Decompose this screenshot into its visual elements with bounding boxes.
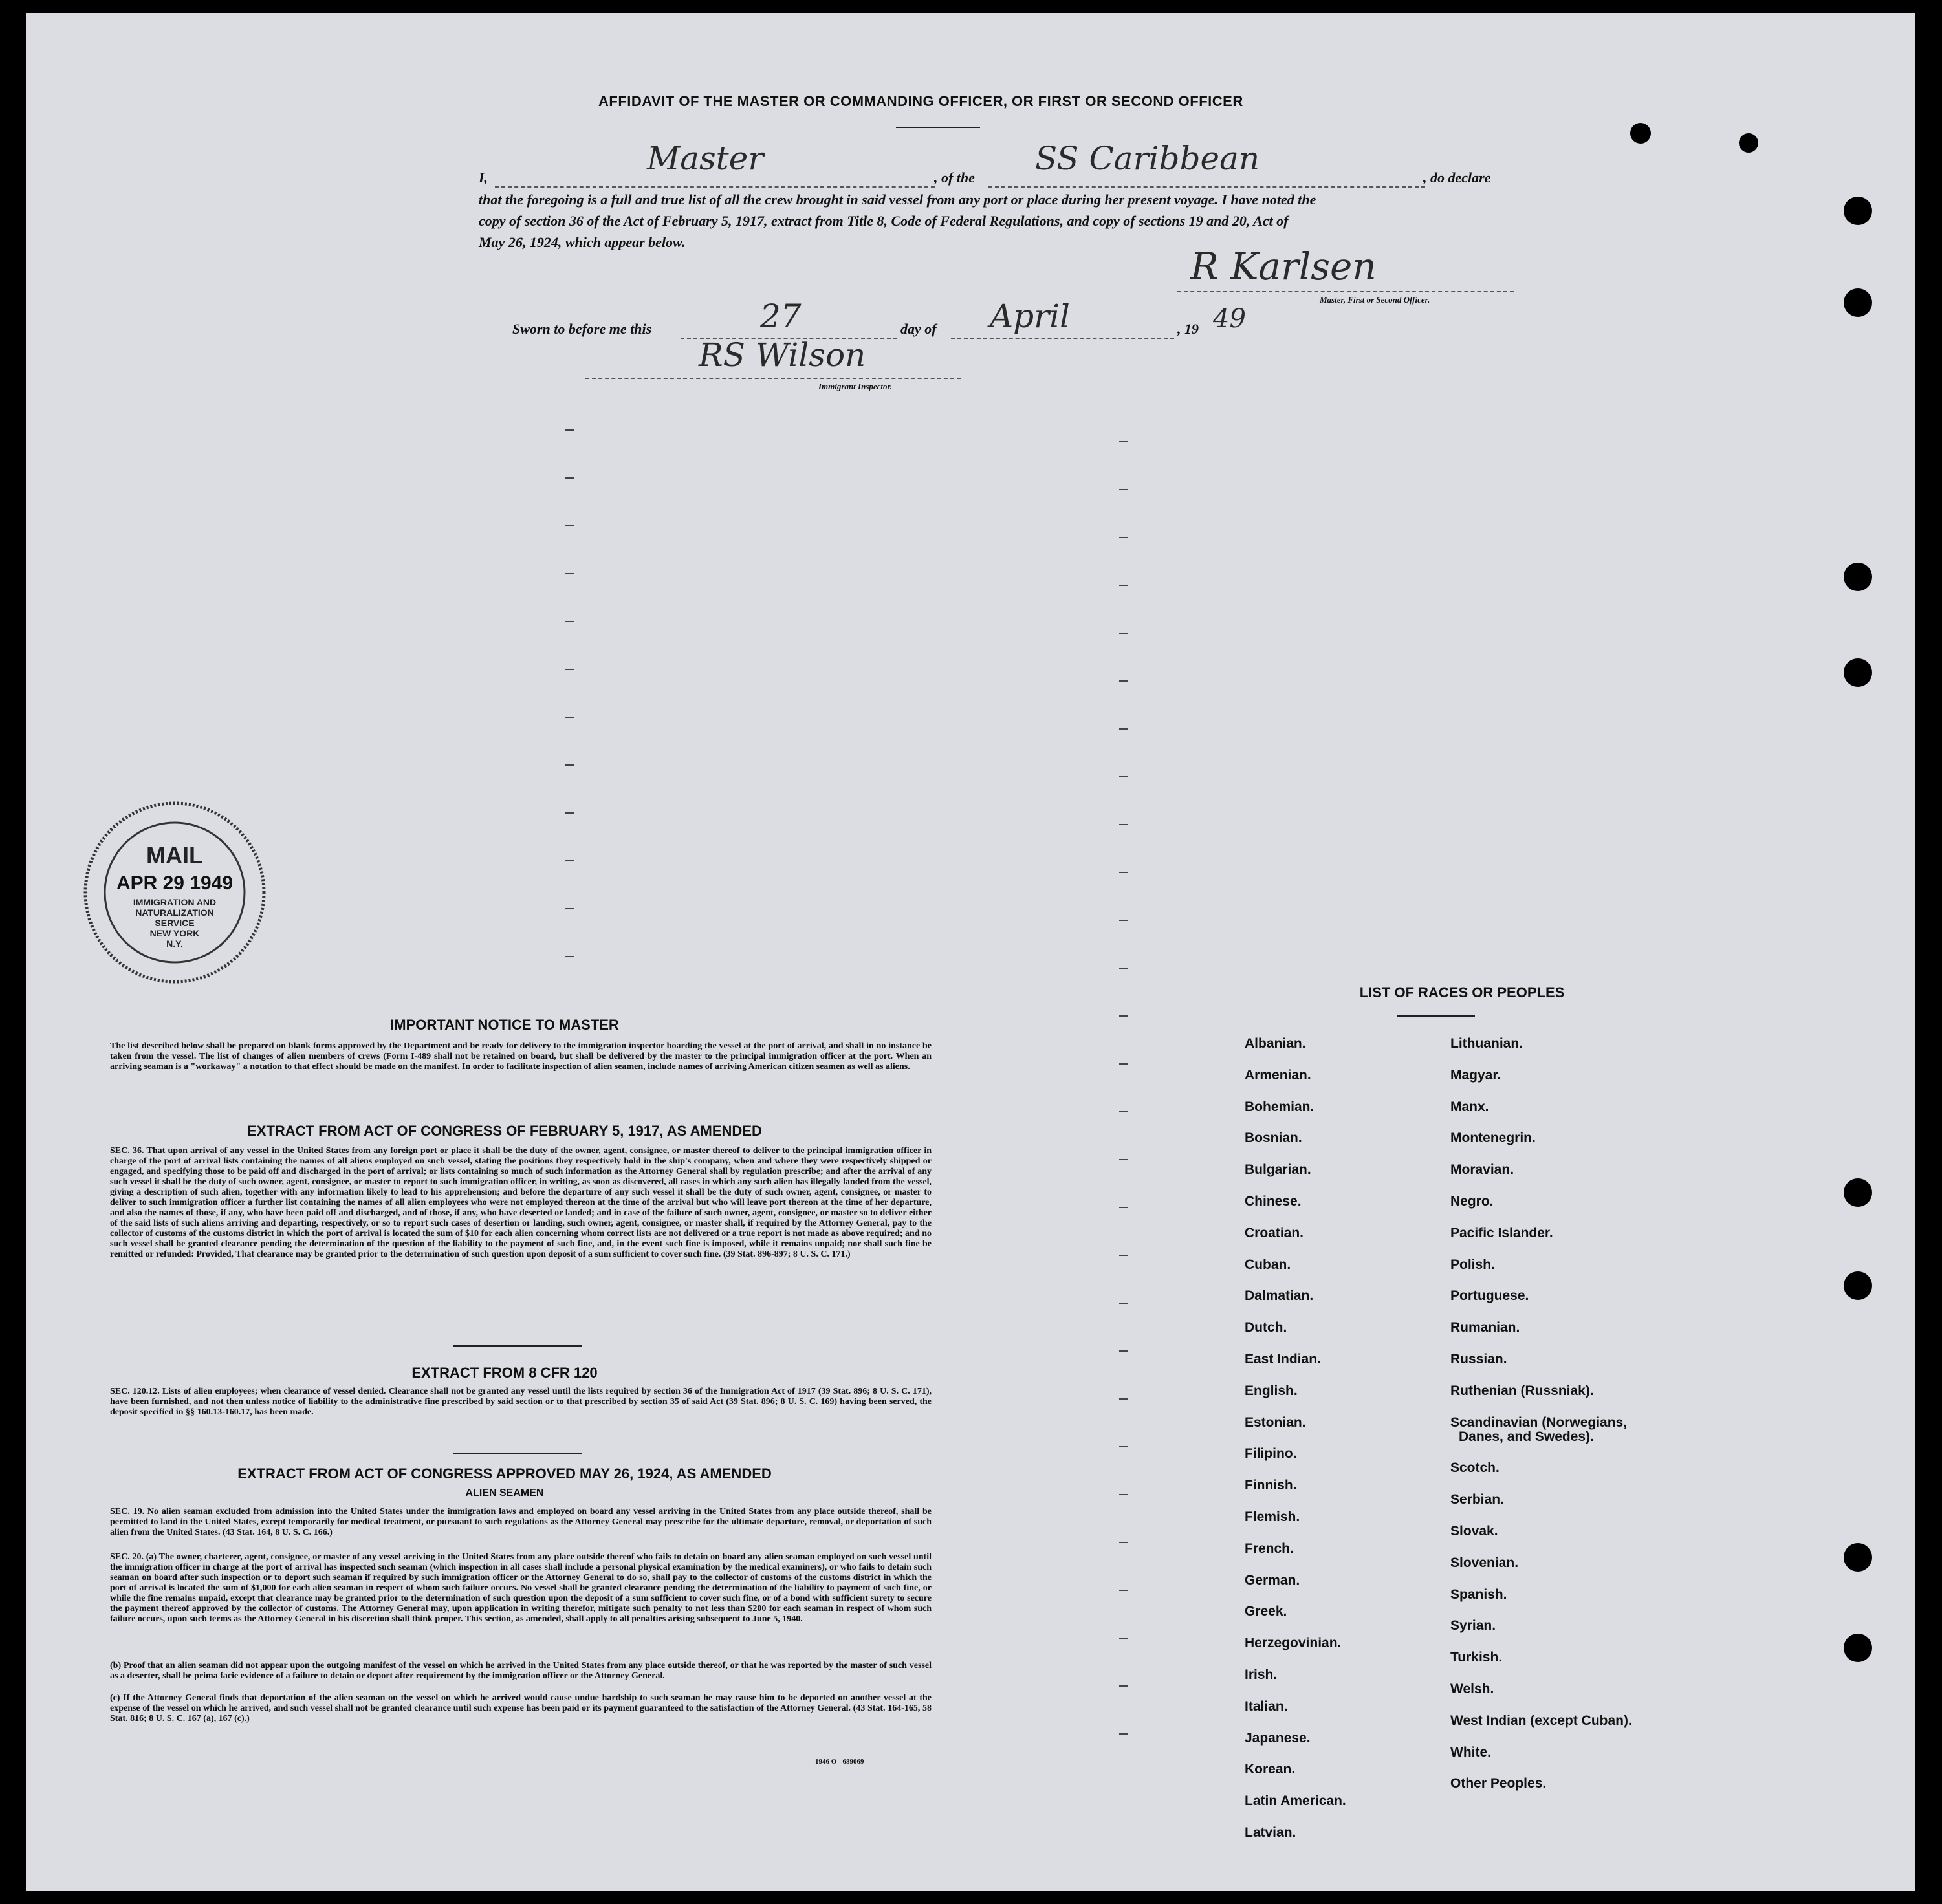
race-item: Syrian. (1450, 1618, 1496, 1634)
tick-mark (1119, 1063, 1128, 1065)
stamp-line6: NEW YORK (149, 928, 200, 938)
sec-20b-body: (b) Proof that an alien seaman did not appear upon the outgoing manifest of the vessel on which he arrived in the United States from any place outside thereof, or that he was reported by the master of such vessel as a deserter, shall be prima facie evidence of a failure to detain or deport after requirement by the immigration officer or the Attorney General. (110, 1661, 932, 1681)
tick-mark (1119, 968, 1128, 969)
tick-mark (1119, 1303, 1128, 1304)
i-label: I, (479, 169, 488, 186)
document-page (26, 13, 1915, 1891)
tick-mark (1119, 1398, 1128, 1400)
tick-mark (1119, 1446, 1128, 1447)
affidavit-text-1: that the foregoing is a full and true list of all the crew brought in said vessel from any port or place during her present voyage. I have noted the (479, 191, 1316, 208)
inspector-line (585, 378, 961, 379)
race-item: Other Peoples. (1450, 1776, 1547, 1791)
of-the-label: , of the (934, 169, 975, 186)
small-dot (1630, 123, 1651, 144)
tick-mark (1119, 441, 1128, 442)
race-item: French. (1245, 1541, 1294, 1556)
race-item: Japanese. (1245, 1730, 1311, 1746)
race-item: English. (1245, 1383, 1298, 1398)
race-item: East Indian. (1245, 1352, 1321, 1367)
race-item: Manx. (1450, 1099, 1489, 1114)
race-item: Portuguese. (1450, 1288, 1529, 1304)
inspector-signature: RS Wilson (699, 336, 866, 374)
year-handwritten: 49 (1213, 304, 1246, 334)
race-item: Moravian. (1450, 1162, 1514, 1178)
race-item: Pacific Islander. (1450, 1225, 1553, 1240)
tick-mark (1119, 920, 1128, 921)
tick-mark (1119, 1494, 1128, 1495)
tick-mark (1119, 1542, 1128, 1543)
race-item: Ruthenian (Russniak). (1450, 1383, 1594, 1398)
section-divider (453, 1345, 582, 1347)
stamp-line3: IMMIGRATION AND (133, 897, 217, 907)
extract-cfr-title: EXTRACT FROM 8 CFR 120 (411, 1365, 598, 1381)
tick-mark (1119, 728, 1128, 730)
race-item: Scotch. (1450, 1460, 1500, 1476)
section-divider (453, 1453, 582, 1454)
tick-mark (1119, 1590, 1128, 1591)
race-item: Danes, and Swedes). (1459, 1429, 1594, 1445)
race-item: Lithuanian. (1450, 1036, 1523, 1051)
race-item: Dutch. (1245, 1320, 1287, 1336)
master-signature: R Karlsen (1190, 244, 1377, 288)
tick-mark (1119, 1733, 1128, 1735)
race-item: Scandinavian (Norwegians, (1450, 1414, 1628, 1430)
race-item: Irish. (1245, 1667, 1278, 1682)
month-handwritten: April (990, 298, 1070, 335)
tick-mark (1119, 1350, 1128, 1352)
stamp-line4: NATURALIZATION (135, 907, 214, 918)
race-item: Cuban. (1245, 1257, 1291, 1272)
race-item: Russian. (1450, 1352, 1507, 1367)
binder-hole (1844, 197, 1872, 225)
binder-hole (1844, 1543, 1872, 1572)
sec-19-body: SEC. 19. No alien seaman excluded from admission into the United States under the immigration laws and employed on board any vessel arriving in the United States from any place outside thereof, shall be permitted to land in the United States, except temporarily for medical treatment, or pursuant to such regulations as the Attorney General may prescribe for the ultimate departure, removal, or deportation of such alien from the United States. (43 Stat. 164, 8 U. S. C. 166.) (110, 1507, 932, 1537)
tick-mark (565, 621, 574, 622)
race-item: Flemish. (1245, 1509, 1300, 1524)
race-item: Latvian. (1245, 1825, 1296, 1840)
small-dot (1739, 133, 1758, 153)
inspector-caption: Immigrant Inspector. (818, 382, 893, 391)
extract-1924-title: EXTRACT FROM ACT OF CONGRESS APPROVED MAY 26, 1924, AS AMENDED (237, 1466, 772, 1482)
master-handwritten: Master (647, 140, 764, 177)
binder-hole (1844, 288, 1872, 317)
stamp-date: APR 29 1949 (116, 872, 234, 894)
do-declare-label: , do declare (1423, 169, 1491, 186)
signature-caption: Master, First or Second Officer. (1320, 295, 1430, 305)
affidavit-text-2: copy of section 36 of the Act of February 5, 1917, extract from Title 8, Code of Federal Regulations, and copy of sections 19 and 20, Act of (479, 213, 1289, 229)
tick-mark (1119, 1207, 1128, 1208)
sec-20c-body: (c) If the Attorney General finds that deportation of the alien seaman on the vessel on which he arrived would cause undue hardship to such seaman he may cause him to be deported on another vessel at the expense of the vessel on which he arrived, and such vessel shall not be granted clearance until such expense has been paid or its payment guaranteed to the satisfaction of the Attorney General. (43 Stat. 164-165, 58 Stat. 816; 8 U. S. C. 167 (a), 167 (c).) (110, 1693, 932, 1724)
month-blank-line (951, 338, 1174, 339)
extract-1917-title: EXTRACT FROM ACT OF CONGRESS OF FEBRUARY 5, 1917, AS AMENDED (247, 1123, 762, 1139)
races-title: LIST OF RACES OR PEOPLES (1359, 984, 1565, 1001)
race-item: White. (1450, 1744, 1491, 1760)
race-item: Armenian. (1245, 1067, 1311, 1083)
print-code: 1946 O - 689069 (815, 1758, 864, 1766)
tick-mark (1119, 1015, 1128, 1017)
vessel-handwritten: SS Caribbean (1035, 140, 1260, 177)
race-item: Slovenian. (1450, 1555, 1519, 1570)
day-of-label: day of (900, 321, 937, 337)
tick-mark (1119, 1159, 1128, 1160)
sworn-label: Sworn to before me this (512, 321, 652, 337)
day-handwritten: 27 (760, 298, 802, 335)
title-underline (896, 127, 980, 128)
tick-mark (1119, 489, 1128, 490)
tick-mark (565, 669, 574, 670)
race-item: Herzegovinian. (1245, 1636, 1342, 1651)
sec-20a-body: SEC. 20. (a) The owner, charterer, agent, consignee, or master of any vessel arriving in the United States from any place outside thereof who fails to detain on board any alien seaman employed on such vessel until the immigration officer in charge at the port of arrival has inspected such seaman (which inspection in all cases shall include a personal physical examination by the medical examiners), or who fails to detain such seaman on board after such inspection or to deport such seaman if required by such immigration officer or the Attorney General to do so, shall pay to the collector of customs of the customs district in which the port of arrival is located the sum of $1,000 for each alien seaman in respect of whom such failure occurs. No vessel shall be granted clearance pending the determination of the liability to payment of such fine, or while the fine remains unpaid, except that clearance may be granted prior to the determination of such question upon the deposit of a sum sufficient to cover such fine, or of a bond with sufficient surety to secure the payment thereof approved by the collector of customs. The Attorney General may, upon application in writing therefor, mitigate such penalty to not less than $200 for each seaman in respect of whom such failure occurs, upon such terms as the Attorney General in his discretion shall think proper. This section, as amended, shall apply to all penalties arising subsequent to June 5, 1940. (110, 1552, 932, 1624)
tick-mark (565, 812, 574, 814)
tick-mark (565, 860, 574, 861)
race-item: Rumanian. (1450, 1320, 1520, 1336)
stamp-mail: MAIL (146, 842, 203, 869)
tick-mark (1119, 1255, 1128, 1256)
race-item: German. (1245, 1572, 1300, 1588)
tick-mark (1119, 1111, 1128, 1112)
race-item: Finnish. (1245, 1478, 1297, 1493)
tick-mark (565, 908, 574, 909)
tick-mark (565, 525, 574, 526)
binder-hole (1844, 563, 1872, 591)
extract-cfr-body: SEC. 120.12. Lists of alien employees; when clearance of vessel denied. Clearance shall not be granted any vessel until the lists required by section 36 of the Immigration Act of 1917 (39 Stat. 896; 8 U. S. C. 171), have been furnished, and not then unless notice of liability to the administrative fine prescribed by said section or to that prescribed by section 35 of said Act (39 Stat. 896; 8 U. S. C. 169) having been served, the deposit specified in §§ 160.13-160.17, has been made. (110, 1387, 932, 1417)
tick-mark (1119, 537, 1128, 538)
race-item: Croatian. (1245, 1225, 1304, 1240)
alien-seamen-subtitle: ALIEN SEAMEN (465, 1488, 544, 1498)
binder-hole (1844, 1271, 1872, 1300)
tick-mark (1119, 1638, 1128, 1639)
tick-mark (1119, 633, 1128, 634)
race-item: Magyar. (1450, 1067, 1501, 1083)
races-underline (1397, 1015, 1475, 1017)
vessel-blank-line (988, 186, 1425, 188)
year-prefix: , 19 (1177, 321, 1199, 337)
extract-1917-body: SEC. 36. That upon arrival of any vessel in the United States from any foreign port or place it shall be the duty of the owner, agent, consignee, or master thereof to deliver to the principal immigration officer in charge of the port of arrival lists containing the names of all aliens employed on such vessel, stating the positions they respectively hold in the ship's company, when and where they were respectively shipped or engaged, and specifying those to be paid off and discharged in the port of arrival; or lists containing so much of such information as the Attorney General shall by regulation prescribe; and after the arrival of any such vessel it shall be the duty of such owner, agent, consignee, or master to report to such immigration officer, in writing, as soon as discovered, all cases in which any such alien has illegally landed from the vessel, giving a description of such alien, together with any information likely to lead to his apprehension; and before the departure of any such vessel it shall be the duty of such owner, agent, consignee, or master to deliver to such immigration officer a further list containing the names of all alien employees who were not employed thereon at the time of the arrival but who will leave port thereon at the time of her departure, and also the names of those, if any, who have been paid off and discharged, and of those, if any, who have deserted or landed; and in case of the failure of such owner, agent, consignee, or master so to deliver either of the said lists of such aliens arriving and departing, respectively, or so to report such cases of desertion or landing, such owner, agent, consignee, or master shall, if required by the Attorney General, pay to the collector of customs of the customs district in which the port of arrival is located the sum of $10 for each alien concerning whom correct lists are not delivered or a true report is not made as above required; and no such vessel shall be granted clearance pending the determination of the question of the liability to the payment of such fine, and, in the event such fine is imposed, while it remains unpaid; nor shall such fine be remitted or refunded: Provided, That clearance may be granted prior to the determination of such question upon deposit of a sum sufficient to cover such fine. (39 Stat. 896-897; 8 U. S. C. 171.) (110, 1146, 932, 1259)
tick-mark (565, 477, 574, 479)
tick-mark (565, 429, 574, 431)
race-item: Bohemian. (1245, 1099, 1315, 1114)
race-item: Spanish. (1450, 1586, 1507, 1602)
race-item: Dalmatian. (1245, 1288, 1314, 1304)
tick-mark (565, 717, 574, 718)
race-item: Latin American. (1245, 1793, 1346, 1809)
race-item: Korean. (1245, 1762, 1296, 1777)
mail-received-stamp (78, 795, 272, 990)
race-item: Serbian. (1450, 1492, 1504, 1508)
stamp-line5: SERVICE (155, 918, 195, 928)
race-item: Montenegrin. (1450, 1130, 1536, 1146)
race-item: Welsh. (1450, 1682, 1494, 1696)
notice-title: IMPORTANT NOTICE TO MASTER (390, 1017, 619, 1033)
affidavit-title: AFFIDAVIT OF THE MASTER OR COMMANDING OFFICER, OR FIRST OR SECOND OFFICER (598, 93, 1243, 109)
tick-mark (565, 956, 574, 957)
race-item: Polish. (1450, 1257, 1495, 1272)
name-blank-line (495, 186, 935, 188)
tick-mark (1119, 585, 1128, 586)
race-item: Estonian. (1245, 1414, 1306, 1430)
race-item: Negro. (1450, 1194, 1494, 1209)
binder-hole (1844, 1178, 1872, 1207)
race-item: Bulgarian. (1245, 1162, 1311, 1178)
race-item: Slovak. (1450, 1524, 1498, 1539)
notice-body: The list described below shall be prepared on blank forms approved by the Department and be ready for delivery to the immigration inspector boarding the vessel at the port of arrival, and shall in no instance be taken from the vessel. The list of changes of alien members of crews (Form I-489 shall not be retained on board, but shall be delivered by the master to the principal immigration officer at the port. When an arriving seaman is a "workaway" a notation to that effect should be made on the manifest. In order to facilitate inspection of alien seamen, include names of arriving American citizen seamen as well as aliens. (110, 1041, 932, 1072)
race-item: Italian. (1245, 1698, 1288, 1714)
race-item: Bosnian. (1245, 1130, 1302, 1146)
race-item: Albanian. (1245, 1036, 1306, 1051)
signature-line (1177, 291, 1514, 292)
binder-hole (1844, 658, 1872, 687)
stamp-line7: N.Y. (166, 938, 183, 949)
binder-hole (1844, 1634, 1872, 1662)
race-item: Filipino. (1245, 1446, 1297, 1462)
tick-mark (565, 764, 574, 766)
affidavit-text-3: May 26, 1924, which appear below. (479, 234, 686, 250)
race-item: Greek. (1245, 1604, 1287, 1619)
tick-mark (1119, 824, 1128, 825)
tick-mark (565, 573, 574, 574)
tick-mark (1119, 872, 1128, 873)
tick-mark (1119, 680, 1128, 682)
race-item: Turkish. (1450, 1650, 1503, 1665)
race-item: Chinese. (1245, 1194, 1302, 1209)
tick-mark (1119, 776, 1128, 777)
race-item: West Indian (except Cuban). (1450, 1713, 1632, 1728)
tick-mark (1119, 1685, 1128, 1687)
